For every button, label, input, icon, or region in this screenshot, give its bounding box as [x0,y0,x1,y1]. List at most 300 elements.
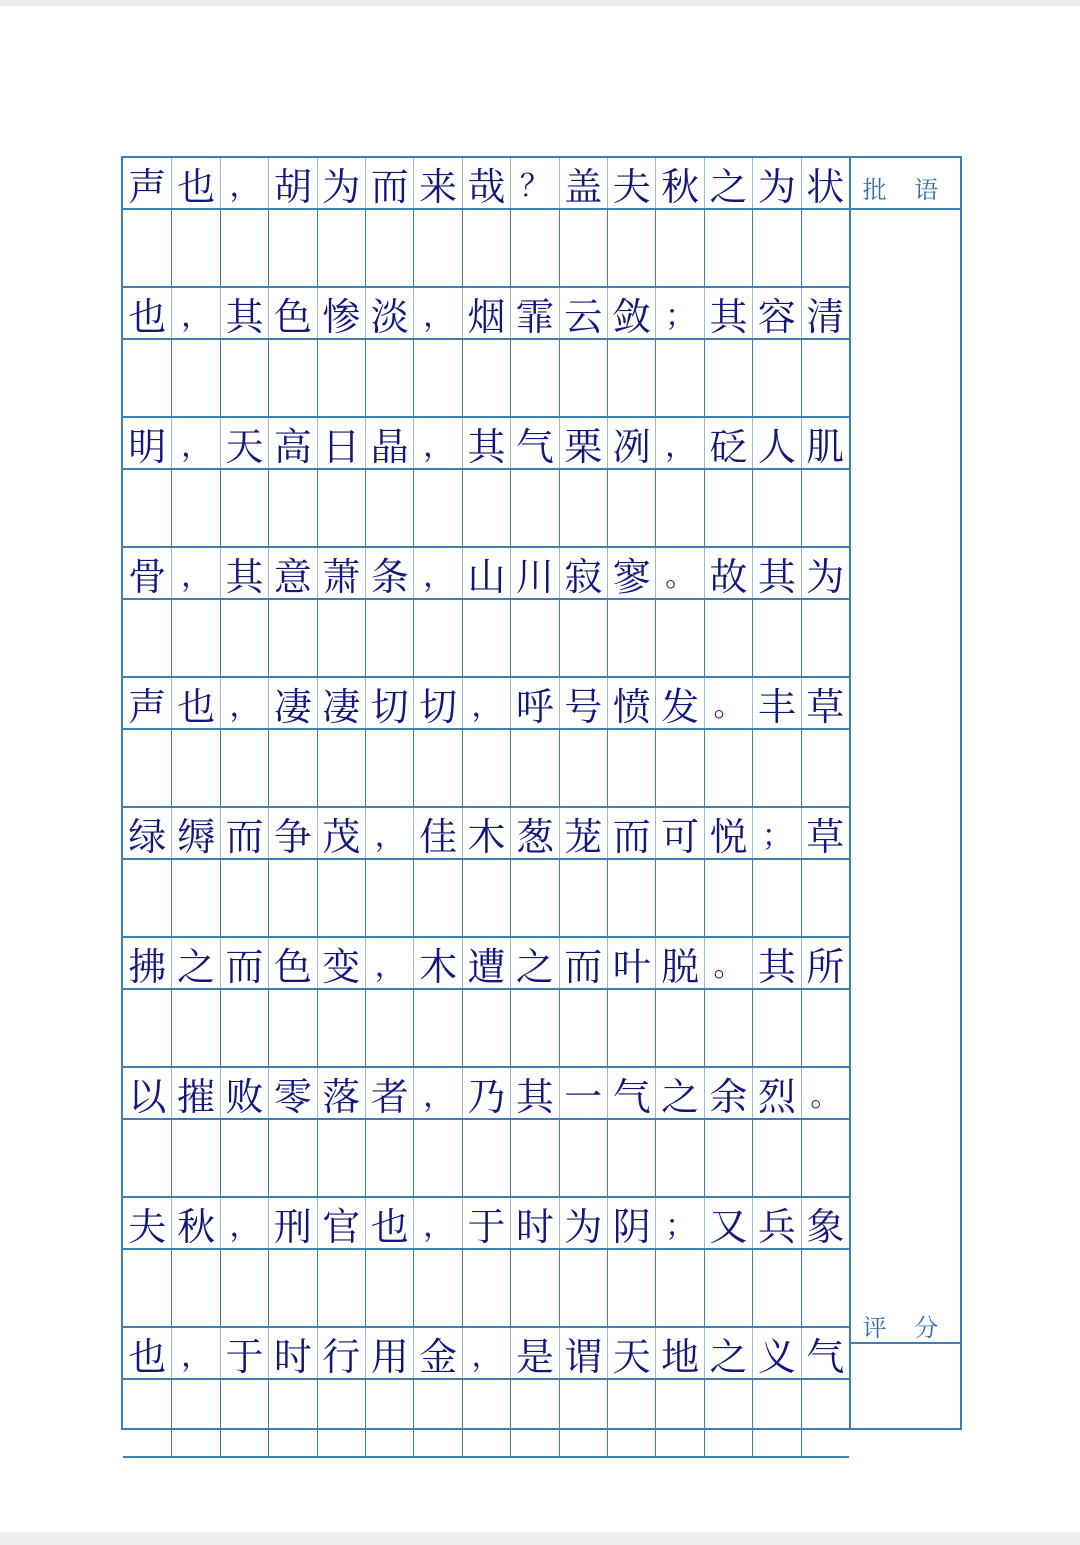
empty-cell [413,470,461,548]
empty-cell [413,600,461,678]
character-cell: ， [220,1198,268,1248]
empty-cell [462,1380,510,1458]
empty-cell [317,1250,365,1328]
character-cell: 气 [510,418,558,468]
empty-cell [462,470,510,548]
character-cell: 丰 [752,678,800,728]
empty-cell [365,600,413,678]
character-cell: 为 [752,158,800,208]
character-cell: ， [655,418,703,468]
character-cell: 条 [365,548,413,598]
character-cell: ； [655,1198,703,1248]
empty-cell [220,470,268,548]
character-cell: 切 [413,678,461,728]
character-cell: 缛 [171,808,219,858]
empty-cell [317,340,365,418]
character-cell: 状 [801,158,849,208]
character-cell: 萧 [317,548,365,598]
empty-cell [123,1380,171,1458]
character-cell: ， [413,1198,461,1248]
text-line [123,1328,849,1380]
empty-cell [752,1380,800,1458]
practice-row [123,210,849,288]
character-cell: 木 [413,938,461,988]
character-cell: 凄 [317,678,365,728]
empty-cell [413,210,461,288]
empty-cell [171,860,219,938]
empty-cell [171,210,219,288]
empty-cell [123,340,171,418]
text-line [123,158,849,210]
character-cell: ， [220,158,268,208]
empty-cell [317,990,365,1068]
empty-cell [365,730,413,808]
character-cell: 绿 [128,814,167,859]
empty-cell [220,340,268,418]
character-cell: 争 [268,808,316,858]
empty-cell [123,860,171,938]
character-cell: 茂 [317,808,365,858]
character-cell: ， [413,288,461,338]
text-line [123,1198,849,1250]
empty-cell [510,600,558,678]
empty-cell [268,860,316,938]
empty-cell [559,340,607,418]
empty-cell [317,470,365,548]
empty-cell [510,340,558,418]
character-cell: 其 [752,938,800,988]
empty-cell [123,1250,171,1328]
empty-cell [655,1250,703,1328]
empty-cell [317,730,365,808]
character-cell: 草 [801,808,849,858]
empty-cell [752,600,800,678]
empty-cell [220,730,268,808]
character-cell: 砭 [704,418,752,468]
character-cell: 容 [752,288,800,338]
empty-cell [268,1120,316,1198]
character-cell: 落 [317,1068,365,1118]
character-cell: 寥 [607,548,655,598]
character-cell: 秋 [655,158,703,208]
character-cell: 明 [128,424,167,469]
empty-cell [607,1120,655,1198]
empty-cell [413,730,461,808]
empty-cell [704,470,752,548]
character-cell: 清 [801,288,849,338]
character-cell: 色 [268,938,316,988]
paper-sheet [0,6,1080,1532]
character-cell: 秋 [171,1198,219,1248]
empty-cell [220,1120,268,1198]
character-cell: ； [752,808,800,858]
character-cell: 为 [559,1198,607,1248]
character-cell: 零 [268,1068,316,1118]
character-cell: 而 [220,808,268,858]
empty-cell [704,1250,752,1328]
character-cell: 其 [752,548,800,598]
character-cell: 脱 [655,938,703,988]
empty-cell [510,730,558,808]
empty-cell [801,1380,849,1458]
empty-cell [655,210,703,288]
empty-cell [462,1120,510,1198]
text-line [123,548,849,600]
empty-cell [220,210,268,288]
character-cell: 行 [317,1328,365,1378]
empty-cell [317,860,365,938]
character-cell: 夫 [607,158,655,208]
character-cell: 其 [704,288,752,338]
empty-cell [317,1120,365,1198]
character-cell: 霏 [510,288,558,338]
character-cell: 呼 [510,678,558,728]
empty-cell [365,1120,413,1198]
empty-cell [268,340,316,418]
empty-cell [268,1380,316,1458]
empty-cell [607,1250,655,1328]
character-cell: 声 [128,684,167,729]
empty-cell [655,1120,703,1198]
empty-cell [365,860,413,938]
character-cell: 是 [510,1328,558,1378]
character-cell: 其 [220,288,268,338]
character-cell: 愤 [607,678,655,728]
character-cell: 云 [559,288,607,338]
empty-cell [171,470,219,548]
empty-cell [510,210,558,288]
empty-cell [317,600,365,678]
empty-cell [510,470,558,548]
empty-cell [704,1120,752,1198]
character-cell: 敛 [607,288,655,338]
empty-cell [704,990,752,1068]
comment-divider [851,208,960,210]
character-cell: 来 [413,158,461,208]
empty-cell [268,1250,316,1328]
character-cell: 者 [365,1068,413,1118]
character-cell: 高 [268,418,316,468]
empty-cell [559,990,607,1068]
text-line [123,938,849,990]
empty-cell [365,470,413,548]
empty-cell [655,860,703,938]
empty-cell [365,1250,413,1328]
character-cell: 故 [704,548,752,598]
empty-cell [462,1250,510,1328]
character-cell: ， [413,418,461,468]
character-cell: 。 [704,938,752,988]
character-cell: ， [462,1328,510,1378]
character-cell: 其 [462,418,510,468]
empty-cell [801,210,849,288]
character-cell: 一 [559,1068,607,1118]
empty-cell [268,210,316,288]
character-cell: ， [365,808,413,858]
empty-cell [220,860,268,938]
empty-cell [365,1380,413,1458]
empty-cell [510,860,558,938]
character-cell: 摧 [171,1068,219,1118]
empty-cell [365,210,413,288]
practice-row [123,1250,849,1328]
empty-cell [655,470,703,548]
empty-cell [655,600,703,678]
character-cell: 而 [607,808,655,858]
character-cell: 而 [220,938,268,988]
empty-cell [607,470,655,548]
empty-cell [752,340,800,418]
empty-cell [559,730,607,808]
empty-cell [752,860,800,938]
empty-cell [752,730,800,808]
character-cell: 之 [171,938,219,988]
character-cell: 烟 [462,288,510,338]
empty-cell [462,730,510,808]
character-cell: 。 [655,548,703,598]
practice-row [123,860,849,938]
empty-cell [801,730,849,808]
empty-cell [559,600,607,678]
empty-cell [607,210,655,288]
empty-cell [171,1380,219,1458]
empty-cell [123,990,171,1068]
empty-cell [752,470,800,548]
character-cell: 冽 [607,418,655,468]
character-cell: 肌 [801,418,849,468]
practice-row [123,600,849,678]
empty-cell [704,600,752,678]
character-cell: 人 [752,418,800,468]
character-cell: 也 [171,678,219,728]
character-cell: 时 [268,1328,316,1378]
empty-cell [607,340,655,418]
character-cell: 变 [317,938,365,988]
comment-label: 批 语 [862,176,949,204]
empty-cell [655,990,703,1068]
empty-cell [317,210,365,288]
empty-cell [704,340,752,418]
character-cell: 阴 [607,1198,655,1248]
character-cell: 色 [268,288,316,338]
character-cell: 遭 [462,938,510,988]
character-cell: 栗 [559,418,607,468]
empty-cell [801,1120,849,1198]
character-cell: 也 [171,158,219,208]
empty-cell [413,340,461,418]
character-cell: ， [171,548,219,598]
empty-cell [752,1120,800,1198]
character-cell: 日 [317,418,365,468]
character-cell: 可 [655,808,703,858]
character-cell: 而 [559,938,607,988]
empty-cell [220,600,268,678]
score-label: 评 分 [862,1314,949,1342]
empty-cell [171,730,219,808]
character-cell: ， [413,1068,461,1118]
empty-cell [510,1380,558,1458]
practice-row [123,1380,849,1458]
character-cell: 山 [462,548,510,598]
empty-cell [413,1120,461,1198]
empty-cell [559,1380,607,1458]
character-cell: 也 [365,1198,413,1248]
character-cell: ， [171,1328,219,1378]
character-cell: 。 [704,678,752,728]
character-cell: 谓 [559,1328,607,1378]
empty-cell [801,1250,849,1328]
character-cell: 时 [510,1198,558,1248]
empty-cell [559,860,607,938]
empty-cell [655,340,703,418]
character-cell: 又 [704,1198,752,1248]
character-cell: 刑 [268,1198,316,1248]
character-cell: 哉 [462,158,510,208]
character-cell: 于 [462,1198,510,1248]
empty-cell [123,210,171,288]
character-cell: 烈 [752,1068,800,1118]
empty-cell [510,1120,558,1198]
empty-cell [171,990,219,1068]
empty-cell [123,1120,171,1198]
character-cell: 气 [607,1068,655,1118]
empty-cell [220,990,268,1068]
character-cell: ， [171,288,219,338]
empty-cell [171,1120,219,1198]
side-column [849,158,960,1428]
character-cell: 骨 [128,554,167,599]
character-cell: 用 [365,1328,413,1378]
character-cell: 其 [220,548,268,598]
character-cell: 晶 [365,418,413,468]
empty-cell [752,990,800,1068]
empty-cell [607,600,655,678]
character-cell: 声 [128,164,167,209]
empty-cell [462,990,510,1068]
empty-cell [220,1380,268,1458]
empty-cell [365,340,413,418]
empty-cell [462,600,510,678]
empty-cell [413,1250,461,1328]
empty-cell [655,1380,703,1458]
text-line [123,418,849,470]
empty-cell [607,1380,655,1458]
empty-cell [510,1250,558,1328]
character-cell: 淡 [365,288,413,338]
character-cell: 凄 [268,678,316,728]
character-cell: 意 [268,548,316,598]
character-cell: 之 [655,1068,703,1118]
character-cell: 夫 [128,1204,167,1249]
character-cell: 之 [704,1328,752,1378]
practice-row [123,340,849,418]
character-cell: 其 [510,1068,558,1118]
character-cell: 葱 [510,808,558,858]
empty-cell [462,340,510,418]
empty-cell [220,1250,268,1328]
character-cell: 而 [365,158,413,208]
empty-cell [123,470,171,548]
character-cell: ， [220,678,268,728]
character-cell: 乃 [462,1068,510,1118]
character-cell: 象 [801,1198,849,1248]
character-cell: 之 [510,938,558,988]
character-cell: 天 [607,1328,655,1378]
character-cell: 以 [128,1074,167,1119]
empty-cell [413,860,461,938]
empty-cell [801,340,849,418]
character-cell: ， [171,418,219,468]
empty-cell [268,600,316,678]
character-cell: 兵 [752,1198,800,1248]
character-cell: 惨 [317,288,365,338]
practice-row [123,470,849,548]
empty-cell [607,990,655,1068]
character-cell: 败 [220,1068,268,1118]
character-cell: 佳 [413,808,461,858]
character-cell: ， [365,938,413,988]
character-cell: ， [413,548,461,598]
score-divider [851,1342,960,1344]
character-cell: ； [655,288,703,338]
empty-cell [801,600,849,678]
character-cell: 木 [462,808,510,858]
character-cell: 为 [317,158,365,208]
empty-cell [607,860,655,938]
character-cell: 余 [704,1068,752,1118]
character-cell: 气 [801,1328,849,1378]
empty-cell [559,1120,607,1198]
empty-cell [752,210,800,288]
empty-cell [171,340,219,418]
character-cell: 也 [128,294,167,339]
character-cell: 义 [752,1328,800,1378]
character-cell: 寂 [559,548,607,598]
empty-cell [171,600,219,678]
character-cell: 胡 [268,158,316,208]
empty-cell [801,470,849,548]
empty-cell [171,1250,219,1328]
practice-row [123,1120,849,1198]
character-cell: ？ [510,158,558,208]
empty-cell [510,990,558,1068]
empty-cell [365,990,413,1068]
practice-row [123,990,849,1068]
empty-cell [413,990,461,1068]
empty-cell [559,1250,607,1328]
character-cell: 官 [317,1198,365,1248]
empty-cell [607,730,655,808]
character-cell: 拂 [128,944,167,989]
character-cell: 所 [801,938,849,988]
text-line [123,808,849,860]
empty-cell [462,210,510,288]
character-cell: 之 [704,158,752,208]
empty-cell [462,860,510,938]
character-cell: 悦 [704,808,752,858]
empty-cell [268,730,316,808]
text-line [123,678,849,730]
text-line [123,288,849,340]
character-cell: ， [462,678,510,728]
empty-cell [801,990,849,1068]
empty-cell [123,600,171,678]
character-cell: 发 [655,678,703,728]
empty-cell [704,1380,752,1458]
character-cell: 草 [801,678,849,728]
empty-cell [123,730,171,808]
character-cell: 。 [801,1068,849,1118]
